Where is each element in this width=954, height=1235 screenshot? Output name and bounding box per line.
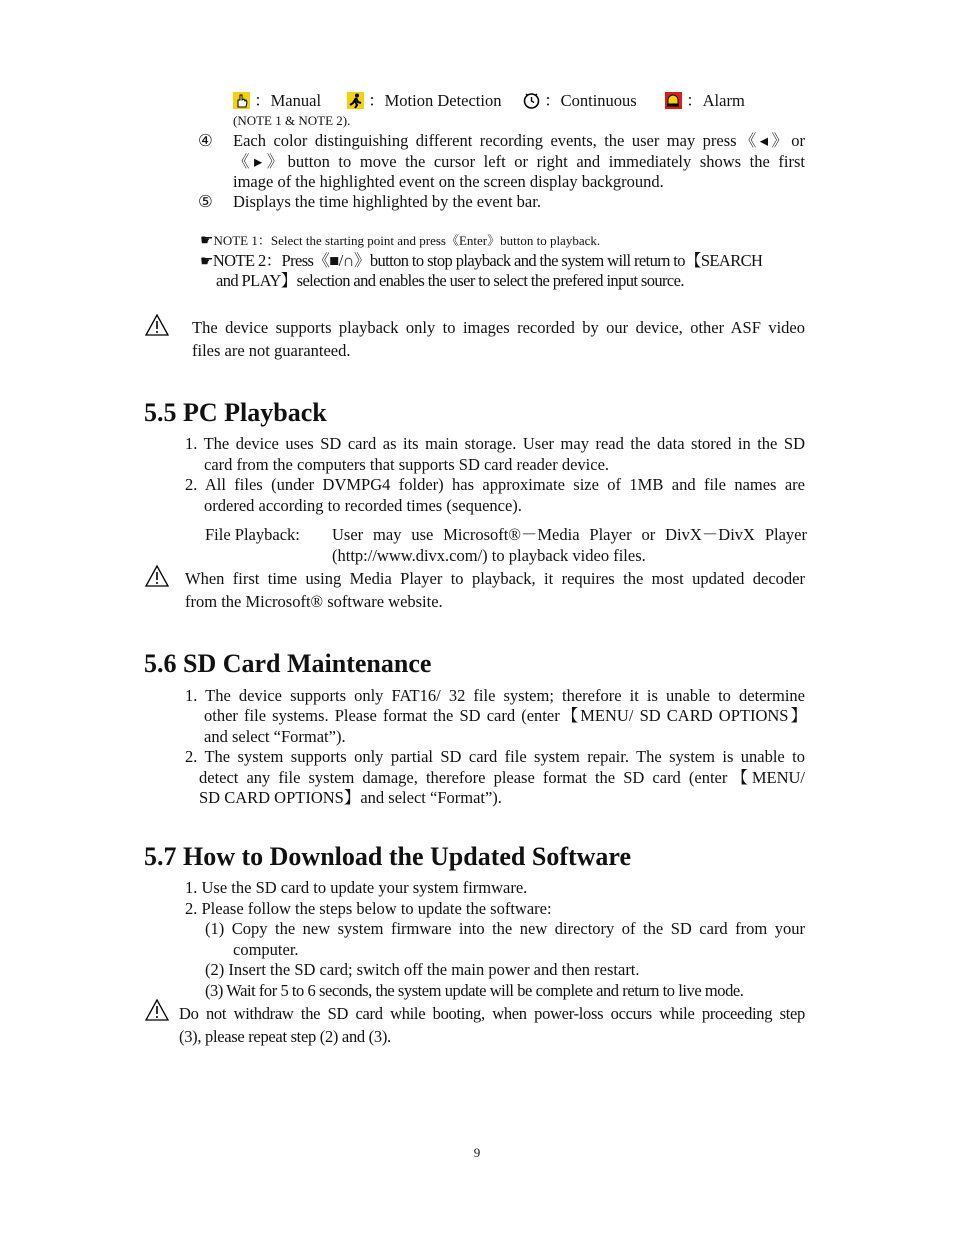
s57-p2: 2. Please follow the steps below to update the software: <box>185 899 552 918</box>
item4-line1: Each color distinguishing different recording events, the user may press《◂》or <box>233 131 805 150</box>
s55-p2-line1: 2. All files (under DVMPG4 folder) has approximate size of 1MB and file names are <box>185 475 805 494</box>
note1 <box>200 229 600 252</box>
legend-motion-label: ：Motion Detection <box>368 91 502 110</box>
warning-icon <box>144 998 170 1022</box>
item4-line2: 《▸》button to move the cursor left or right and immediately shows the first <box>233 152 805 171</box>
s55-warning-line1: When first time using Media Player to playback, it requires the most updated decoder <box>185 569 805 588</box>
file-playback-line2: (http://www.divx.com/) to playback video files. <box>332 546 646 565</box>
note1-text: NOTE 1：Select the starting point and press《Enter》button to playback. <box>213 233 601 248</box>
warning1-line1: The device supports playback only to images recorded by our device, other ASF video <box>192 318 805 337</box>
clock-icon <box>523 92 540 109</box>
pointing-hand-icon: ☛ <box>200 233 214 249</box>
legend-alarm-label: ：Alarm <box>686 91 745 110</box>
s56-p1-line2: other file systems. Please format the SD card (enter【MENU/ SD CARD OPTIONS】 <box>204 706 807 725</box>
legend-motion <box>347 90 501 111</box>
note2-line1: NOTE 2：Press《■/∩》button to stop playback and the system will return to【SEARCH <box>212 251 763 270</box>
file-playback-line1: User may use Microsoft®－Media Player or DivX－DivX Player <box>332 525 807 544</box>
warning-icon <box>144 564 170 588</box>
legend-continuous-label: ：Continuous <box>544 91 637 110</box>
section-5-5-title: 5.5 PC Playback <box>144 398 327 427</box>
note2-line2: and PLAY】selection and enables the user to select the prefered input source. <box>216 271 684 290</box>
s56-p2-line2: detect any file system damage, therefore please format the SD card (enter【MENU/ <box>199 768 805 787</box>
file-playback-label: File Playback: <box>205 525 300 544</box>
section-5-7-title: 5.7 How to Download the Updated Software <box>144 842 632 871</box>
item4-line3: image of the highlighted event on the screen display background. <box>233 172 664 191</box>
s55-p1-line2: card from the computers that supports SD card reader device. <box>204 455 610 474</box>
s55-p2-line2: ordered according to recorded times (sequence). <box>204 496 522 515</box>
legend-alarm <box>665 90 745 111</box>
item5-number: ⑤ <box>198 192 213 211</box>
hand-icon <box>233 92 250 109</box>
s56-p2-line1: 2. The system supports only partial SD card file system repair. The system is unable to <box>185 747 805 766</box>
alarm-bell-icon <box>665 92 682 109</box>
s57-warning-line1: Do not withdraw the SD card while booting, when power-loss occurs while proceeding step <box>179 1004 805 1023</box>
s57-step1-line1: (1) Copy the new system firmware into the new directory of the SD card from your <box>205 919 805 938</box>
s56-p1-line3: and select “Format”). <box>204 727 346 746</box>
s57-step3: (3) Wait for 5 to 6 seconds, the system update will be complete and return to live mode. <box>205 981 744 1000</box>
warning-icon <box>144 313 170 337</box>
s55-p1-line1: 1. The device uses SD card as its main storage. User may read the data stored in the SD <box>185 434 805 453</box>
s56-p1-line1: 1. The device supports only FAT16/ 32 file system; therefore it is unable to determine <box>185 686 805 705</box>
s57-step1-line2: computer. <box>233 940 299 959</box>
legend-note-ref: (NOTE 1 & NOTE 2). <box>233 113 351 128</box>
legend-manual <box>233 90 321 111</box>
section-5-6-title: 5.6 SD Card Maintenance <box>144 649 432 678</box>
s57-warning-line2: (3), please repeat step (2) and (3). <box>179 1027 391 1046</box>
running-person-icon <box>347 92 364 109</box>
legend-manual-label: ：Manual <box>254 91 322 110</box>
item5-text: Displays the time highlighted by the event bar. <box>233 192 541 211</box>
s55-warning-line2: from the Microsoft® software website. <box>185 592 443 611</box>
warning1-line2: files are not guaranteed. <box>192 341 351 360</box>
page-number: 9 <box>473 1145 481 1160</box>
item4-number: ④ <box>198 131 213 150</box>
s57-p1: 1. Use the SD card to update your system firmware. <box>185 878 528 897</box>
pointing-hand-icon: ☛ <box>200 254 213 270</box>
s57-step2: (2) Insert the SD card; switch off the main power and then restart. <box>205 960 640 979</box>
legend-continuous <box>523 90 637 111</box>
s56-p2-line3: SD CARD OPTIONS】and select “Format”). <box>199 788 502 807</box>
